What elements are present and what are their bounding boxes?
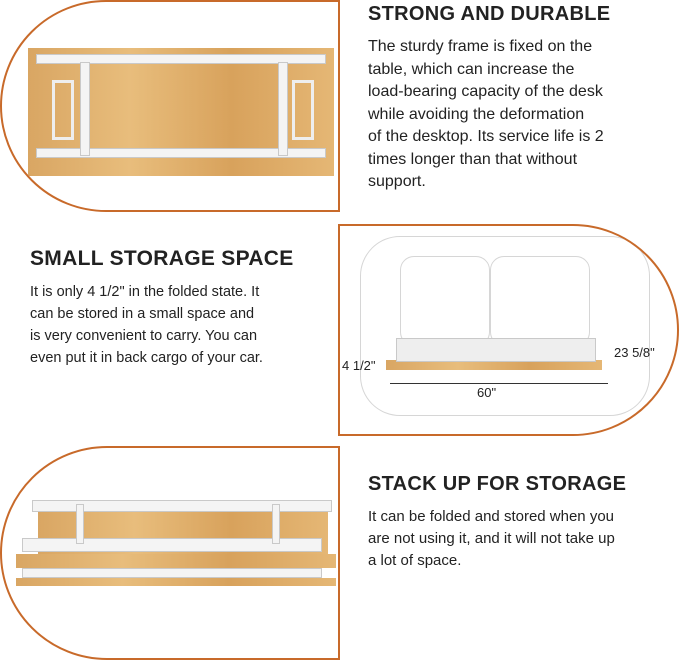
body-line: load-bearing capacity of the desk <box>368 83 603 100</box>
table-top <box>16 554 336 568</box>
table-top <box>16 578 336 586</box>
body-line: support. <box>368 173 426 190</box>
body-line: It can be folded and stored when you <box>368 508 615 525</box>
frame-rail <box>22 568 322 578</box>
frame-rail <box>272 504 280 544</box>
heading-stack: STACK UP FOR STORAGE <box>368 473 627 495</box>
body-line: of the desktop. Its service life is 2 <box>368 128 604 145</box>
car-trunk-image <box>338 224 679 436</box>
body-line: table, which can increase the <box>368 60 575 78</box>
table-frame-image <box>0 0 340 212</box>
body-line: a lot of space. <box>368 552 462 569</box>
body-line: while avoiding the deformation <box>368 105 585 123</box>
frame-rail <box>278 62 288 156</box>
body-line: are not using it, and it will not take up <box>368 530 615 547</box>
body-line: The sturdy frame is fixed on the <box>368 38 593 55</box>
heading-strong: STRONG AND DURABLE <box>368 3 611 25</box>
heading-storage: SMALL STORAGE SPACE <box>30 247 294 270</box>
body-line: times longer than that without <box>368 150 578 168</box>
frame-rail <box>80 62 90 156</box>
length-label: 60" <box>477 385 497 400</box>
folded-frame <box>396 338 596 362</box>
car-outline <box>360 236 650 416</box>
body-line: even put it in back cargo of your car. <box>30 350 263 366</box>
length-line <box>390 383 608 384</box>
stacked-tables-image <box>0 446 340 660</box>
frame-rail <box>76 504 84 544</box>
body-line: is very convenient to carry. You can <box>30 328 258 344</box>
body-line: can be stored in a small space and <box>30 306 255 322</box>
height-label: 4 1/2" <box>342 358 376 373</box>
leg <box>52 80 74 140</box>
depth-label: 23 5/8" <box>614 345 655 360</box>
leg <box>292 80 314 140</box>
body-line: It is only 4 1/2" in the folded state. It <box>30 284 260 300</box>
